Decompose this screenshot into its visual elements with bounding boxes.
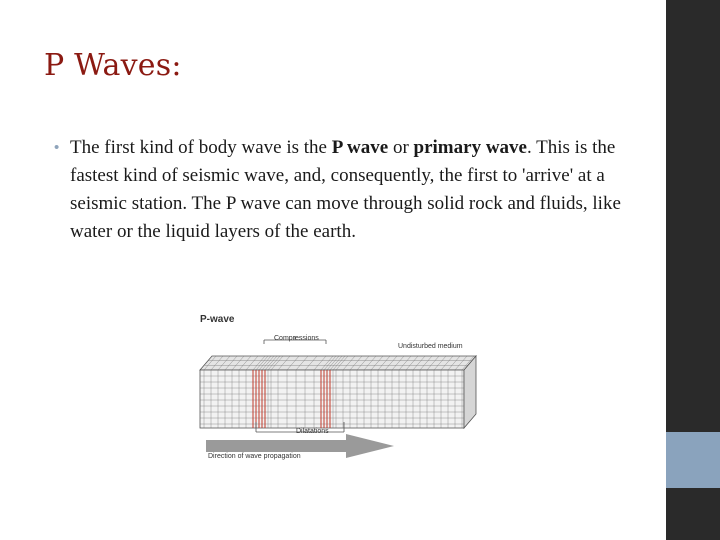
diagram-heading: P-wave bbox=[200, 314, 235, 325]
compressions-label: Compressions bbox=[274, 335, 319, 342]
p-wave-diagram-svg bbox=[196, 306, 496, 466]
bullet-text-end: . This is the fastest kind of seismic wave, and, consequently, the first to 'arrive' at a seismic station. The P wave can move through solid rock and fluids, like water or the liquid layers of the earth. bbox=[70, 137, 621, 242]
bullet-icon: • bbox=[54, 139, 60, 156]
p-wave-diagram bbox=[196, 306, 496, 466]
bullet-text-start: The first kind of body wave is the bbox=[70, 137, 332, 158]
bullet-item bbox=[54, 134, 644, 246]
bullet-bold-primary-wave: primary wave bbox=[413, 137, 527, 158]
sidebar-accent bbox=[666, 432, 720, 488]
bullet-text-or: or bbox=[388, 137, 414, 158]
bullet-bold-p-wave: P wave bbox=[331, 137, 389, 158]
medium-block bbox=[200, 356, 476, 428]
bullet-text bbox=[70, 134, 644, 246]
dilatations-label: Dilatations bbox=[296, 428, 329, 435]
slide-title: P Waves: bbox=[44, 48, 182, 83]
undisturbed-label: Undisturbed medium bbox=[398, 343, 463, 350]
direction-label: Direction of wave propagation bbox=[208, 453, 301, 460]
